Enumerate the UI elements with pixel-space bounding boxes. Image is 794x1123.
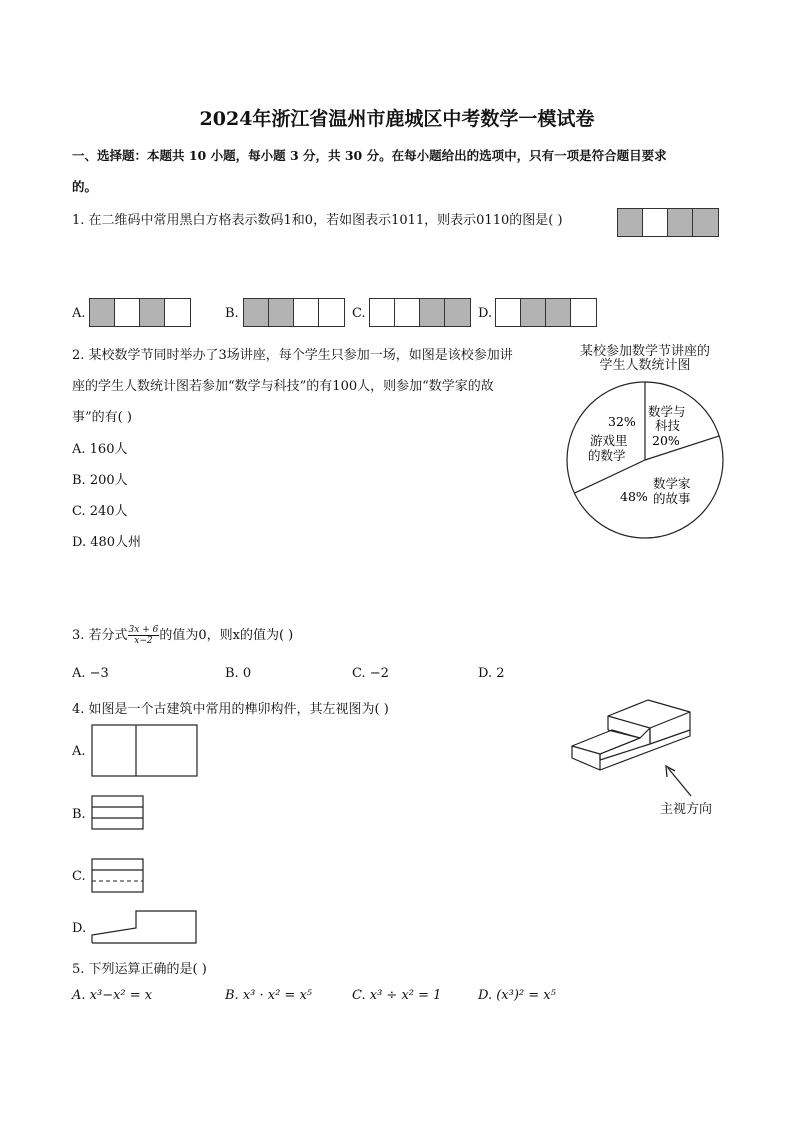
q5-option-d[interactable]: D. (x³)² = x⁵	[478, 988, 556, 1003]
page-title: 2024年浙江省温州市鹿城区中考数学一模试卷	[199, 108, 595, 130]
q1-stem: 1. 在二维码中常用黑白方格表示数码1和0，若如图表示1011，则表示0110的图是( )	[72, 213, 563, 228]
q4-option-d-label[interactable]: D.	[72, 921, 87, 936]
black-cell	[140, 299, 165, 326]
black-cell	[693, 209, 718, 236]
pie-label-story-2: 的故事	[653, 491, 691, 506]
q5-stem: 5. 下列运算正确的是( )	[72, 962, 207, 977]
q1-option-b-cells[interactable]	[243, 298, 345, 327]
q2-stem-line2: 座的学生人数统计图若参加“数学与科技”的有100人，则参加“数学家的故	[72, 379, 494, 394]
pie-label-games-2: 的数学	[588, 448, 626, 463]
pie-label-tech-1: 数学与	[648, 404, 686, 419]
pie-label-games-1: 游戏里	[590, 433, 628, 448]
q2-stem-line3: 事”的有( )	[72, 410, 132, 425]
q4-option-b-label[interactable]: B.	[72, 807, 86, 822]
pie-label-tech-2: 科技	[655, 418, 681, 433]
white-cell	[165, 299, 190, 326]
white-cell	[115, 299, 140, 326]
pie-chart-title	[570, 345, 720, 373]
white-cell	[370, 299, 395, 326]
section-heading: 一、选择题：本题共 10 小题，每小题 3 分，共 30 分。在每小题给出的选项中，只有一项是符合题目要求	[72, 148, 667, 163]
q4-option-c-figure[interactable]	[91, 858, 145, 894]
q4-stem: 4. 如图是一个古建筑中常用的榫卯构件，其左视图为( )	[72, 702, 389, 717]
black-cell	[445, 299, 470, 326]
q4-option-b-figure[interactable]	[91, 795, 145, 831]
black-cell	[521, 299, 546, 326]
black-cell	[420, 299, 445, 326]
q2-option-c[interactable]: C. 240人	[72, 504, 128, 519]
pie-pct-games: 32%	[608, 414, 636, 429]
pie-chart-title-line1: 某校参加数学节讲座的	[579, 344, 710, 359]
q3-option-b[interactable]: B. 0	[225, 666, 252, 681]
q3-option-c[interactable]: C. −2	[352, 666, 389, 681]
white-cell	[643, 209, 668, 236]
q1-figure-cells	[617, 208, 719, 237]
view-direction-label: 主视方向	[660, 802, 713, 817]
white-cell	[571, 299, 596, 326]
q2-option-d[interactable]: D. 480人州	[72, 535, 142, 550]
q5-option-a[interactable]: A. x³−x² = x	[72, 988, 153, 1003]
q3-stem-post: 的值为0，则x的值为( )	[159, 628, 294, 643]
black-cell	[90, 299, 115, 326]
q4-option-d-figure[interactable]	[91, 910, 199, 946]
q3-fraction	[128, 625, 160, 646]
white-cell	[496, 299, 521, 326]
white-cell	[294, 299, 319, 326]
q2-option-b[interactable]: B. 200人	[72, 473, 128, 488]
q2-stem-line1: 2. 某校数学节同时举办了3场讲座，每个学生只参加一场，如图是该校参加讲	[72, 348, 513, 363]
q1-option-c-label[interactable]: C.	[352, 306, 366, 321]
q4-option-a-label[interactable]: A.	[72, 744, 86, 759]
q1-option-c-cells[interactable]	[369, 298, 471, 327]
section-heading-cont: 的。	[72, 179, 98, 194]
q3-stem-pre: 3. 若分式	[72, 628, 128, 643]
pie-pct-tech: 20%	[652, 433, 680, 448]
black-cell	[668, 209, 693, 236]
black-cell	[269, 299, 294, 326]
pie-chart-title-line2: 学生人数统计图	[599, 358, 691, 373]
black-cell	[244, 299, 269, 326]
black-cell	[618, 209, 643, 236]
q4-option-a-figure[interactable]	[91, 724, 199, 778]
white-cell	[395, 299, 420, 326]
q3-denominator: x−2	[134, 636, 153, 646]
pie-pct-story: 48%	[620, 489, 648, 504]
q3-stem	[72, 624, 293, 646]
pie-label-story-1: 数学家	[653, 476, 691, 491]
pie-chart	[560, 375, 730, 545]
q3-option-a[interactable]: A. −3	[72, 666, 109, 681]
black-cell	[546, 299, 571, 326]
q1-option-b-label[interactable]: B.	[225, 306, 239, 321]
q4-option-c-label[interactable]: C.	[72, 869, 86, 884]
white-cell	[319, 299, 344, 326]
q3-option-d[interactable]: D. 2	[478, 666, 505, 681]
q1-option-d-label[interactable]: D.	[478, 306, 493, 321]
q5-option-b[interactable]: B. x³ · x² = x⁵	[225, 988, 313, 1003]
q5-option-c[interactable]: C. x³ ÷ x² = 1	[352, 988, 442, 1003]
q3-numerator: 3x + 6	[128, 625, 159, 635]
q1-option-d-cells[interactable]	[495, 298, 597, 327]
q2-option-a[interactable]: A. 160人	[72, 442, 128, 457]
q1-option-a-label[interactable]: A.	[72, 306, 86, 321]
q1-option-a-cells[interactable]	[89, 298, 191, 327]
